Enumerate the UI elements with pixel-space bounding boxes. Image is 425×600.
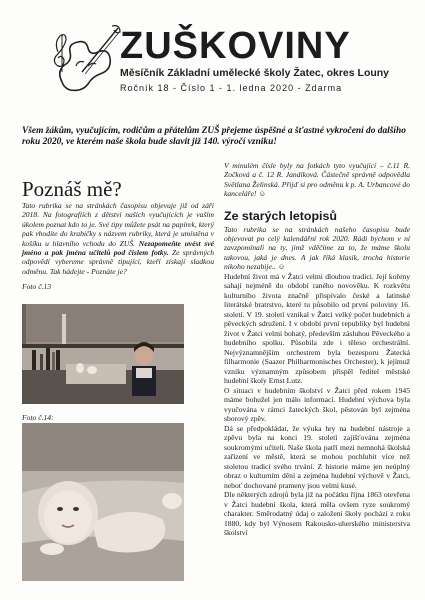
intro-greeting: Všem žákům, vyučujícím, rodičům a přátelům ZUŠ přejeme úspěšné a šťastné vykročení do dalšího roku 2020, ve kterém naše škola bude slavit již 140. výročí vzniku! <box>22 126 406 148</box>
letopisu-intro: Tato rubrika se na stránkách našeho časopisu bude objevovat po celý kalendářní rok 2020. Rádi bychom v ní zavzpomínali na ty, jimž vděčíme za to, že máme školu takovou, jaká je dnes. A jak říká klasik, trocha historie nikoho nezabije.. ☺ <box>224 224 410 272</box>
pozna-text-a: Tato rubrika se na stránkách časopisu objevuje již od září 2018. Na fotografiích z dětství našich vyučujících je vaším úkolem poznat kdo to je. Své tipy můžete psát na papírek, který pak vhodíte do krabičky s názvem rubriky, která je umístěna v košíku u hlavního vchodu do ZUŠ. <box>22 201 214 248</box>
previous-answers: V minulém čísle byly na fotkách tyto vyučující – č.11 R. Zočková a č. 12 R. Jandíková. Částečně správně odpovědla Světlana Želinská. Přijď si pro odměnu k p. A. Urbancové do kanceláře! ☺ <box>224 161 410 199</box>
childhood-photo-13 <box>22 304 184 404</box>
letopisu-paragraph-4: Dle některých zdrojů byla již na počátku října 1863 otevřena v Žatci hudební škola, která měla ovšem ryze soukromý charakter. Směrodatný údaj o založení školy pochází z roku 1880, kdy byl Výnosem Rakousko-uherského ministerstva školství <box>224 490 410 538</box>
childhood-photo-14 <box>22 423 184 581</box>
issue-line: Ročník 18 - Číslo 1 - 1. ledna 2020 - Zdarma <box>120 83 343 93</box>
letopisu-paragraph-1: Hudební život má v Žatci velmi dlouhou tradici. Její kořeny sahají nejméně do období raného novověku. K rozkvětu kulturního života značně přispívalo české a latinské literátské bratrstvo, které tu působilo od první poloviny 16. století. V 19. století vznikal v Žatci velký počet hudebních a pěveckých sdružení. I v období první republiky byl hudební život v Žatci velmi bohatý, především zásluhou Pěveckého a hudebního spolku. Působila zde i těleso orchestrální. Nejvýznamnějším orchestrem byla bezesporu Žatecká filharmonie (Saazer Philharmonisches Orchester), k jejímuž vzniku významným způsobem přispěl ředitel městské hudební školy Ernst Lutz. <box>224 271 410 386</box>
masthead <box>120 26 420 93</box>
letopisu-paragraph-2: O situaci v hudebním školství v Žatci před rokem 1945 máme bohužel jen málo informací. Hudební výchova byla vyučována v rámci žateckých škol, pěstován byl zejména sborový zpěv. <box>224 385 410 424</box>
pozna-text-bold: Nezapomeňte uvést své jméno a pak jména učitelů pod číslem fotky. <box>22 238 214 258</box>
newsletter-title: ZUŠKOVINY <box>120 25 351 67</box>
left-column <box>22 178 214 291</box>
pozna-heading: Poznáš mě? <box>22 177 122 201</box>
foto14-label: Foto č.14: <box>22 413 54 422</box>
letopisu-paragraph-3: Dá se předpokládat, že výuka hry na hudební nástroje a zpěvu byla na konci 19. století zajišťována zejména soukromými učiteli. Naše škola patří mezi nemnohá školská zařízení ve městě, která se mohou pochlubit více než stoletou tradicí svého trvání. Z historie máme jen neúplný obraz o kulturním dění a zejména hudební výchově v Žatci, neboť dochované prameny jsou velmi kusé. <box>224 423 410 490</box>
foto13-label: Foto č.13 <box>22 282 52 292</box>
right-column <box>224 161 410 538</box>
violin-logo-icon <box>52 22 124 94</box>
pozna-text <box>22 201 214 276</box>
newsletter-subtitle: Měsíčník Základní umělecké školy Žatec, okres Louny <box>120 67 390 79</box>
letopisu-heading: Ze starých letopisů <box>224 208 337 223</box>
pozna-text-c: Ze správných odpovědí vybereme správně tipující, kteří získají sladkou odměnu. Tak hádejte - Poznáte je? <box>22 248 214 276</box>
letopisu-body <box>224 272 410 538</box>
